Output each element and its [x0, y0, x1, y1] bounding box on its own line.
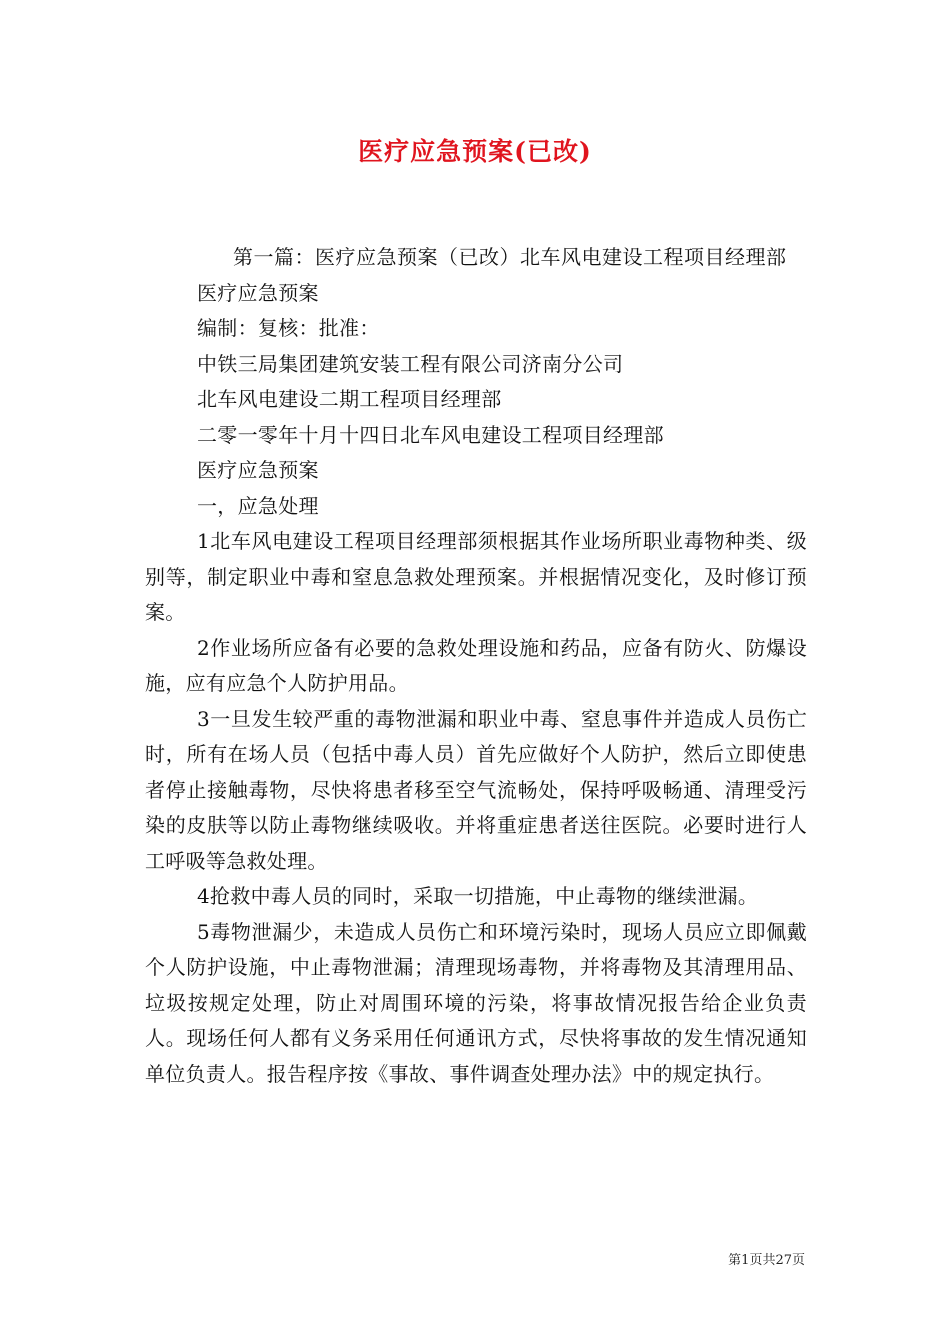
paragraph: 医疗应急预案	[197, 280, 319, 305]
paragraph: 二零一零年十月十四日北车风电建设工程项目经理部	[197, 422, 664, 447]
paragraph: 中铁三局集团建筑安装工程有限公司济南分公司	[197, 351, 624, 376]
page-number: 第1页共27页	[728, 1253, 805, 1268]
paragraph: 4抢救中毒人员的同时，采取一切措施，中止毒物的继续泄漏。	[197, 884, 759, 908]
section-heading: 第一篇：医疗应急预案（已改）北车风电建设工程项目经理部	[233, 245, 787, 269]
paragraph: 3一旦发生较严重的毒物泄漏和职业中毒、窒息事件并造成人员伤亡时，所有在场人员（包括中毒人员）首先应做好个人防护，然后立即使患者停止接触毒物，尽快将患者移至空气流畅处，保持呼吸畅通、清理受污染的皮肤等以防止毒物继续吸收。并将重症患者送往医院。必要时进行人工呼吸等急救处理。	[145, 706, 807, 873]
paragraph: 医疗应急预案	[197, 458, 319, 482]
paragraph: 2作业场所应备有必要的急救处理设施和药品，应备有防火、防爆设施，应有应急个人防护用品。	[145, 635, 807, 695]
paragraph: 北车风电建设二期工程项目经理部	[197, 387, 502, 411]
paragraph: 一，应急处理	[197, 493, 319, 518]
document-body	[145, 240, 807, 1092]
paragraph: 编制：复核：批准：	[197, 316, 380, 340]
document-title: 医疗应急预案(已改)	[358, 137, 592, 166]
paragraph: 5毒物泄漏少，未造成人员伤亡和环境污染时，现场人员应立即佩戴个人防护设施，中止毒物泄漏；清理现场毒物，并将毒物及其清理用品、垃圾按规定处理，防止对周围环境的污染，将事故情况报告给企业负责人。现场任何人都有义务采用任何通讯方式，尽快将事故的发生情况通知单位负责人。报告程序按《事故、事件调查处理办法》中的规定执行。	[145, 919, 807, 1086]
paragraph: 1北车风电建设工程项目经理部须根据其作业场所职业毒物种类、级别等，制定职业中毒和窒息急救处理预案。并根据情况变化，及时修订预案。	[145, 529, 807, 624]
